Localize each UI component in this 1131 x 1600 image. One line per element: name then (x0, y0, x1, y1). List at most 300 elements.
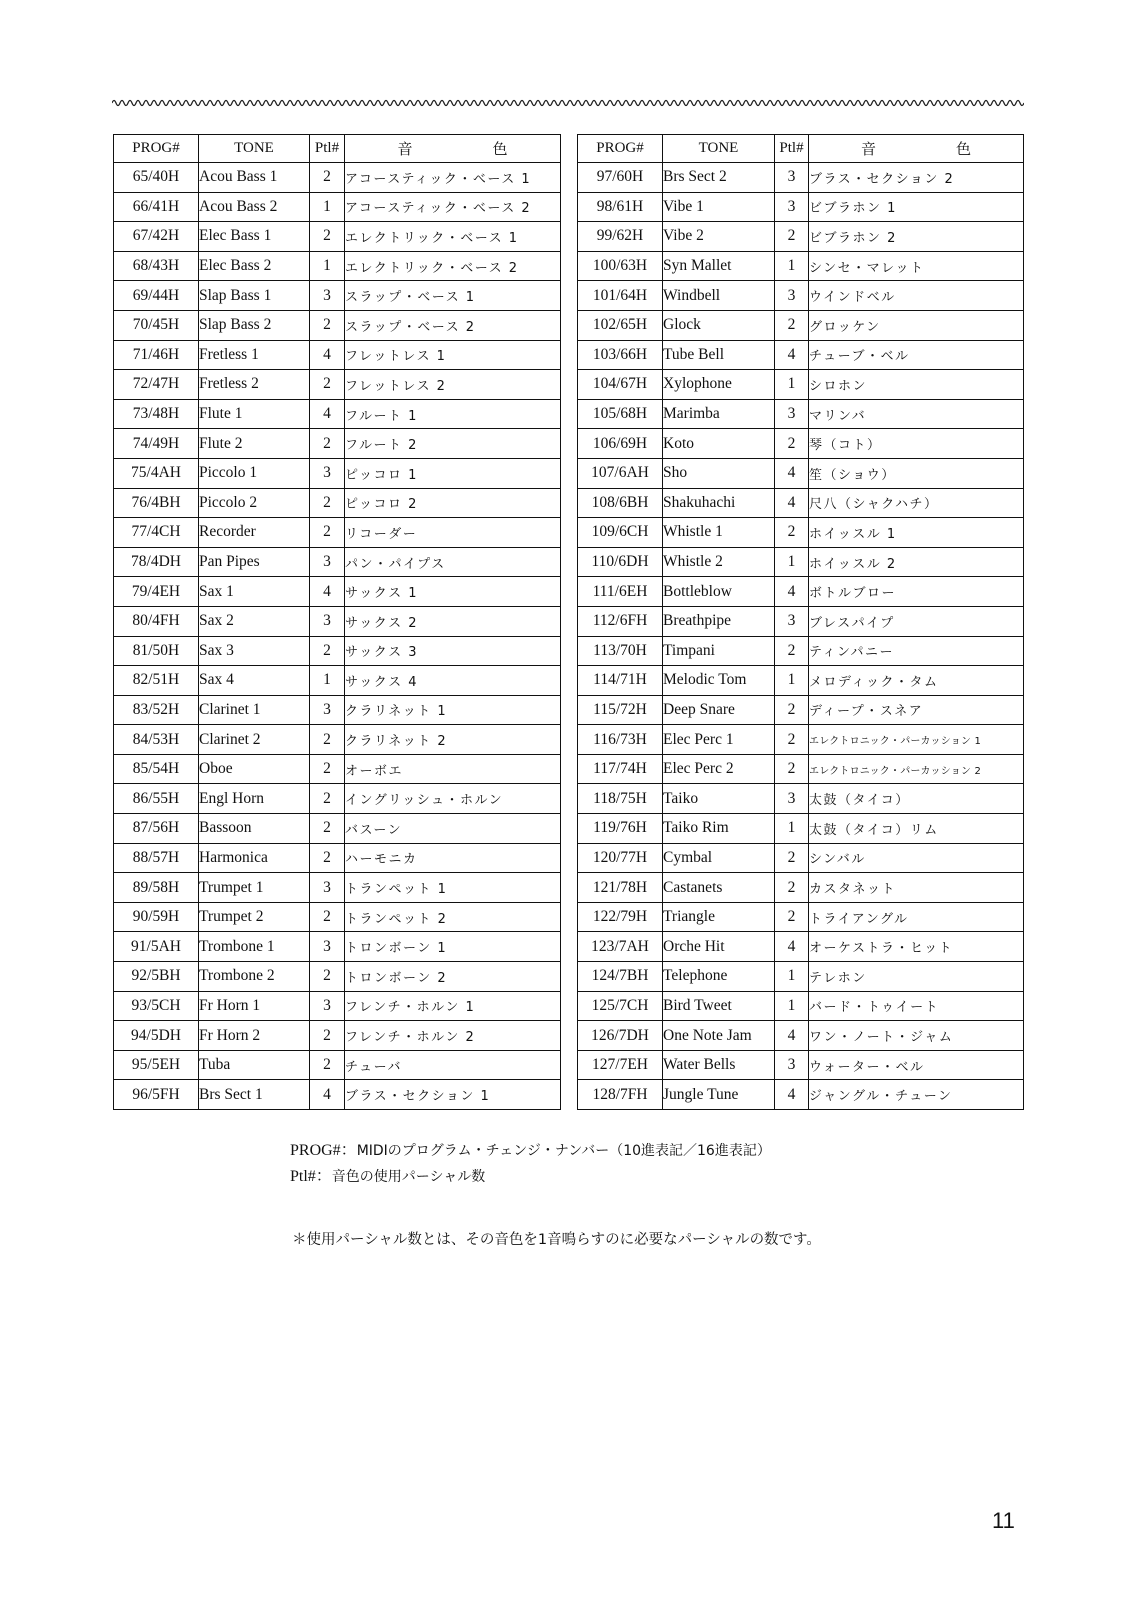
tone-name-cell: Fr Horn 1 (199, 991, 310, 1021)
tone-name-cell: Trombone 2 (199, 962, 310, 992)
table-row (114, 281, 561, 311)
prog-cell: 118/75H (578, 784, 663, 814)
header-onshoku-char1: 音 (397, 142, 413, 158)
prog-cell: 86/55H (114, 784, 199, 814)
header-onshoku (345, 135, 561, 163)
tone-name-cell: Xylophone (663, 370, 775, 400)
tone-name-cell: Sho (663, 458, 775, 488)
tone-name-cell: Trumpet 2 (199, 902, 310, 932)
tone-japanese-cell: ピッコロ 1 (345, 458, 561, 488)
prog-cell: 125/7CH (578, 991, 663, 1021)
prog-cell: 117/74H (578, 754, 663, 784)
prog-cell: 113/70H (578, 636, 663, 666)
partial-count-cell: 2 (310, 962, 345, 992)
prog-cell: 79/4EH (114, 577, 199, 607)
footnote: ＊使用パーシャル数とは、その音色を1音鳴らすのに必要なパーシャルの数です。 (292, 1232, 821, 1248)
partial-count-cell: 2 (775, 636, 809, 666)
partial-count-cell: 4 (775, 932, 809, 962)
tone-name-cell: Water Bells (663, 1050, 775, 1080)
tone-name-cell: Acou Bass 2 (199, 192, 310, 222)
tone-name-cell: Piccolo 1 (199, 458, 310, 488)
table-row (578, 163, 1024, 193)
tone-name-cell: Fr Horn 2 (199, 1021, 310, 1051)
tone-japanese-cell: ピッコロ 2 (345, 488, 561, 518)
partial-count-cell: 3 (310, 547, 345, 577)
tone-name-cell: Elec Perc 2 (663, 754, 775, 784)
tone-japanese-cell: テレホン (809, 962, 1024, 992)
note-ptl-text: 音色の使用パーシャル数 (331, 1169, 486, 1185)
table-row (114, 991, 561, 1021)
table-row (578, 340, 1024, 370)
prog-cell: 74/49H (114, 429, 199, 459)
partial-count-cell: 1 (775, 251, 809, 281)
partial-count-cell: 2 (310, 902, 345, 932)
tone-name-cell: Koto (663, 429, 775, 459)
tone-name-cell: Brs Sect 2 (663, 163, 775, 193)
partial-count-cell: 4 (775, 488, 809, 518)
partial-count-cell: 3 (775, 784, 809, 814)
tone-name-cell: Sax 4 (199, 666, 310, 696)
prog-cell: 104/67H (578, 370, 663, 400)
partial-count-cell: 3 (775, 1050, 809, 1080)
partial-count-cell: 3 (310, 695, 345, 725)
partial-count-cell: 2 (310, 843, 345, 873)
tone-japanese-cell: フレットレス 1 (345, 340, 561, 370)
partial-count-cell: 4 (775, 1021, 809, 1051)
partial-count-cell: 4 (310, 577, 345, 607)
table-row (578, 695, 1024, 725)
tone-name-cell: Engl Horn (199, 784, 310, 814)
prog-cell: 66/41H (114, 192, 199, 222)
partial-count-cell: 1 (775, 991, 809, 1021)
tone-name-cell: Clarinet 2 (199, 725, 310, 755)
table-row (578, 429, 1024, 459)
legend-notes (290, 1138, 771, 1190)
tone-name-cell: Tuba (199, 1050, 310, 1080)
table-row (114, 222, 561, 252)
table-row (114, 340, 561, 370)
tone-name-cell: Sax 2 (199, 606, 310, 636)
tone-name-cell: Elec Bass 2 (199, 251, 310, 281)
tone-japanese-cell: サックス 2 (345, 606, 561, 636)
page-number: 11 (992, 1508, 1015, 1533)
prog-cell: 75/4AH (114, 458, 199, 488)
tone-name-cell: Sax 3 (199, 636, 310, 666)
tone-name-cell: Bassoon (199, 814, 310, 844)
tone-name-cell: Triangle (663, 902, 775, 932)
partial-count-cell: 3 (310, 281, 345, 311)
note-ptl-label: Ptl#： (290, 1168, 332, 1185)
tone-name-cell: Whistle 2 (663, 547, 775, 577)
tone-japanese-cell: イングリッシュ・ホルン (345, 784, 561, 814)
partial-count-cell: 2 (775, 695, 809, 725)
partial-count-cell: 2 (775, 843, 809, 873)
prog-cell: 123/7AH (578, 932, 663, 962)
partial-count-cell: 2 (310, 784, 345, 814)
table-row (578, 458, 1024, 488)
tone-name-cell: Slap Bass 1 (199, 281, 310, 311)
wavy-rule (112, 96, 1024, 110)
table-row (114, 458, 561, 488)
prog-cell: 92/5BH (114, 962, 199, 992)
tone-name-cell: Brs Sect 1 (199, 1080, 310, 1110)
header-onshoku (809, 135, 1024, 163)
table-row (578, 991, 1024, 1021)
tone-name-cell: Timpani (663, 636, 775, 666)
table-header-row (114, 135, 561, 163)
tone-name-cell: Deep Snare (663, 695, 775, 725)
prog-cell: 78/4DH (114, 547, 199, 577)
tone-japanese-cell: エレクトロニック・パーカッション 1 (809, 725, 1024, 755)
tone-japanese-cell: メロディック・タム (809, 666, 1024, 696)
table-row (578, 251, 1024, 281)
partial-count-cell: 3 (310, 932, 345, 962)
tone-japanese-cell: バード・トゥイート (809, 991, 1024, 1021)
prog-cell: 67/42H (114, 222, 199, 252)
prog-cell: 80/4FH (114, 606, 199, 636)
prog-cell: 103/66H (578, 340, 663, 370)
tone-japanese-cell: 琴（コト） (809, 429, 1024, 459)
table-row (114, 932, 561, 962)
partial-count-cell: 2 (775, 429, 809, 459)
tone-name-cell: Taiko Rim (663, 814, 775, 844)
prog-cell: 71/46H (114, 340, 199, 370)
table-row (114, 784, 561, 814)
tone-table-left (113, 134, 561, 1110)
tone-name-cell: Acou Bass 1 (199, 163, 310, 193)
partial-count-cell: 4 (775, 1080, 809, 1110)
partial-count-cell: 2 (775, 725, 809, 755)
prog-cell: 100/63H (578, 251, 663, 281)
partial-count-cell: 1 (775, 666, 809, 696)
prog-cell: 95/5EH (114, 1050, 199, 1080)
tone-japanese-cell: ブラス・セクション 1 (345, 1080, 561, 1110)
tone-japanese-cell: トロンボーン 1 (345, 932, 561, 962)
partial-count-cell: 2 (775, 222, 809, 252)
tone-name-cell: Tube Bell (663, 340, 775, 370)
prog-cell: 106/69H (578, 429, 663, 459)
tone-name-cell: Slap Bass 2 (199, 310, 310, 340)
header-onshoku-char1: 音 (860, 142, 876, 158)
tone-japanese-cell: オーケストラ・ヒット (809, 932, 1024, 962)
prog-cell: 112/6FH (578, 606, 663, 636)
header-prog: PROG# (114, 135, 199, 163)
tone-japanese-cell: トロンボーン 2 (345, 962, 561, 992)
table-row (578, 1080, 1024, 1110)
tone-name-cell: Fretless 2 (199, 370, 310, 400)
prog-cell: 102/65H (578, 310, 663, 340)
header-ptl: Ptl# (775, 135, 809, 163)
prog-cell: 120/77H (578, 843, 663, 873)
table-row (114, 577, 561, 607)
partial-count-cell: 2 (310, 1050, 345, 1080)
prog-cell: 87/56H (114, 814, 199, 844)
prog-cell: 121/78H (578, 873, 663, 903)
partial-count-cell: 2 (310, 1021, 345, 1051)
partial-count-cell: 4 (775, 577, 809, 607)
tone-japanese-cell: トランペット 1 (345, 873, 561, 903)
prog-cell: 72/47H (114, 370, 199, 400)
table-row (114, 725, 561, 755)
prog-cell: 93/5CH (114, 991, 199, 1021)
prog-cell: 116/73H (578, 725, 663, 755)
table-row (578, 518, 1024, 548)
tone-japanese-cell: シンバル (809, 843, 1024, 873)
table-row (578, 547, 1024, 577)
tone-japanese-cell: シロホン (809, 370, 1024, 400)
table-row (114, 754, 561, 784)
note-prog-text: MIDIのプログラム・チェンジ・ナンバー（10進表記／16進表記） (356, 1143, 771, 1159)
tone-name-cell: Taiko (663, 784, 775, 814)
table-row (578, 370, 1024, 400)
table-row (578, 902, 1024, 932)
prog-cell: 76/4BH (114, 488, 199, 518)
tone-name-cell: Shakuhachi (663, 488, 775, 518)
tone-japanese-cell: フレンチ・ホルン 2 (345, 1021, 561, 1051)
table-row (578, 873, 1024, 903)
tone-name-cell: Pan Pipes (199, 547, 310, 577)
tone-name-cell: Sax 1 (199, 577, 310, 607)
prog-cell: 115/72H (578, 695, 663, 725)
table-row (578, 222, 1024, 252)
table-row (578, 666, 1024, 696)
partial-count-cell: 3 (775, 399, 809, 429)
partial-count-cell: 2 (775, 754, 809, 784)
prog-cell: 97/60H (578, 163, 663, 193)
partial-count-cell: 3 (310, 458, 345, 488)
partial-count-cell: 2 (310, 725, 345, 755)
tone-name-cell: Jungle Tune (663, 1080, 775, 1110)
tone-japanese-cell: ホイッスル 1 (809, 518, 1024, 548)
tone-name-cell: Syn Mallet (663, 251, 775, 281)
tone-japanese-cell: アコースティック・ベース 2 (345, 192, 561, 222)
table-row (578, 488, 1024, 518)
tone-japanese-cell: アコースティック・ベース 1 (345, 163, 561, 193)
partial-count-cell: 2 (310, 518, 345, 548)
prog-cell: 101/64H (578, 281, 663, 311)
partial-count-cell: 4 (775, 340, 809, 370)
tone-japanese-cell: パン・パイプス (345, 547, 561, 577)
prog-cell: 105/68H (578, 399, 663, 429)
tone-japanese-cell: サックス 3 (345, 636, 561, 666)
prog-cell: 65/40H (114, 163, 199, 193)
partial-count-cell: 2 (310, 754, 345, 784)
table-row (114, 547, 561, 577)
tone-japanese-cell: エレクトリック・ベース 1 (345, 222, 561, 252)
table-row (578, 1050, 1024, 1080)
tone-japanese-cell: ブラス・セクション 2 (809, 163, 1024, 193)
prog-cell: 107/6AH (578, 458, 663, 488)
tone-name-cell: Flute 1 (199, 399, 310, 429)
tone-name-cell: Castanets (663, 873, 775, 903)
tone-japanese-cell: ブレスパイプ (809, 606, 1024, 636)
prog-cell: 90/59H (114, 902, 199, 932)
table-row (578, 606, 1024, 636)
prog-cell: 91/5AH (114, 932, 199, 962)
partial-count-cell: 3 (775, 163, 809, 193)
prog-cell: 84/53H (114, 725, 199, 755)
table-row (114, 666, 561, 696)
table-row (578, 962, 1024, 992)
table-row (114, 1080, 561, 1110)
prog-cell: 114/71H (578, 666, 663, 696)
header-prog: PROG# (578, 135, 663, 163)
partial-count-cell: 4 (310, 340, 345, 370)
partial-count-cell: 4 (310, 399, 345, 429)
prog-cell: 89/58H (114, 873, 199, 903)
partial-count-cell: 2 (310, 310, 345, 340)
prog-cell: 70/45H (114, 310, 199, 340)
partial-count-cell: 3 (775, 192, 809, 222)
tone-japanese-cell: シンセ・マレット (809, 251, 1024, 281)
tone-name-cell: Trombone 1 (199, 932, 310, 962)
tone-name-cell: Vibe 2 (663, 222, 775, 252)
table-row (114, 251, 561, 281)
header-tone: TONE (663, 135, 775, 163)
prog-cell: 88/57H (114, 843, 199, 873)
tone-name-cell: Marimba (663, 399, 775, 429)
tone-japanese-cell: 太鼓（タイコ）リム (809, 814, 1024, 844)
table-row (114, 636, 561, 666)
table-row (578, 754, 1024, 784)
tone-name-cell: Elec Bass 1 (199, 222, 310, 252)
partial-count-cell: 3 (775, 606, 809, 636)
partial-count-cell: 4 (310, 1080, 345, 1110)
prog-cell: 81/50H (114, 636, 199, 666)
table-row (114, 310, 561, 340)
partial-count-cell: 1 (310, 192, 345, 222)
partial-count-cell: 2 (310, 222, 345, 252)
tone-japanese-cell: バスーン (345, 814, 561, 844)
header-onshoku-char2: 色 (492, 142, 508, 158)
tone-japanese-cell: エレクトロニック・パーカッション 2 (809, 754, 1024, 784)
tone-japanese-cell: スラップ・ベース 2 (345, 310, 561, 340)
table-row (114, 606, 561, 636)
tone-japanese-cell: 太鼓（タイコ） (809, 784, 1024, 814)
partial-count-cell: 3 (310, 873, 345, 903)
prog-cell: 128/7FH (578, 1080, 663, 1110)
table-row (114, 488, 561, 518)
tone-japanese-cell: フルート 1 (345, 399, 561, 429)
table-row (114, 962, 561, 992)
tone-japanese-cell: グロッケン (809, 310, 1024, 340)
tone-japanese-cell: エレクトリック・ベース 2 (345, 251, 561, 281)
partial-count-cell: 2 (310, 636, 345, 666)
tone-japanese-cell: サックス 1 (345, 577, 561, 607)
table-row (114, 843, 561, 873)
tone-japanese-cell: マリンバ (809, 399, 1024, 429)
prog-cell: 85/54H (114, 754, 199, 784)
table-row (114, 370, 561, 400)
table-row (114, 429, 561, 459)
tone-name-cell: Recorder (199, 518, 310, 548)
partial-count-cell: 2 (775, 518, 809, 548)
note-ptl (290, 1164, 771, 1190)
header-onshoku-char2: 色 (956, 142, 972, 158)
table-row (578, 932, 1024, 962)
tone-name-cell: Fretless 1 (199, 340, 310, 370)
table-row (114, 814, 561, 844)
tone-name-cell: Vibe 1 (663, 192, 775, 222)
tone-japanese-cell: オーボエ (345, 754, 561, 784)
tone-japanese-cell: 尺八（シャクハチ） (809, 488, 1024, 518)
table-row (114, 192, 561, 222)
tone-name-cell: One Note Jam (663, 1021, 775, 1051)
partial-count-cell: 1 (775, 814, 809, 844)
tone-japanese-cell: クラリネット 2 (345, 725, 561, 755)
tone-japanese-cell: フルート 2 (345, 429, 561, 459)
partial-count-cell: 3 (310, 991, 345, 1021)
table-row (578, 814, 1024, 844)
note-prog-label: PROG#： (290, 1142, 357, 1159)
partial-count-cell: 3 (310, 606, 345, 636)
partial-count-cell: 1 (775, 547, 809, 577)
tone-japanese-cell: フレットレス 2 (345, 370, 561, 400)
table-row (114, 1021, 561, 1051)
tone-name-cell: Breathpipe (663, 606, 775, 636)
table-row (578, 399, 1024, 429)
tone-japanese-cell: カスタネット (809, 873, 1024, 903)
tone-japanese-cell: ビブラホン 1 (809, 192, 1024, 222)
partial-count-cell: 2 (775, 310, 809, 340)
tone-name-cell: Glock (663, 310, 775, 340)
tone-japanese-cell: ビブラホン 2 (809, 222, 1024, 252)
tone-name-cell: Whistle 1 (663, 518, 775, 548)
prog-cell: 126/7DH (578, 1021, 663, 1051)
table-row (114, 902, 561, 932)
table-header-row (578, 135, 1024, 163)
tone-name-cell: Harmonica (199, 843, 310, 873)
tone-name-cell: Bottleblow (663, 577, 775, 607)
tone-name-cell: Oboe (199, 754, 310, 784)
partial-count-cell: 1 (775, 962, 809, 992)
partial-count-cell: 2 (775, 873, 809, 903)
table-row (578, 1021, 1024, 1051)
partial-count-cell: 2 (310, 488, 345, 518)
table-row (114, 163, 561, 193)
prog-cell: 94/5DH (114, 1021, 199, 1051)
prog-cell: 82/51H (114, 666, 199, 696)
partial-count-cell: 1 (775, 370, 809, 400)
tone-japanese-cell: ボトルブロー (809, 577, 1024, 607)
tone-table-right (577, 134, 1024, 1110)
tone-name-cell: Elec Perc 1 (663, 725, 775, 755)
prog-cell: 109/6CH (578, 518, 663, 548)
tone-name-cell: Piccolo 2 (199, 488, 310, 518)
tone-name-cell: Trumpet 1 (199, 873, 310, 903)
partial-count-cell: 2 (775, 902, 809, 932)
tone-japanese-cell: ウインドベル (809, 281, 1024, 311)
header-tone: TONE (199, 135, 310, 163)
prog-cell: 73/48H (114, 399, 199, 429)
tone-japanese-cell: ティンパニー (809, 636, 1024, 666)
tone-japanese-cell: ホイッスル 2 (809, 547, 1024, 577)
partial-count-cell: 2 (310, 429, 345, 459)
prog-cell: 119/76H (578, 814, 663, 844)
tone-name-cell: Cymbal (663, 843, 775, 873)
partial-count-cell: 2 (310, 163, 345, 193)
tone-name-cell: Melodic Tom (663, 666, 775, 696)
tone-japanese-cell: ウォーター・ベル (809, 1050, 1024, 1080)
tone-name-cell: Flute 2 (199, 429, 310, 459)
tone-name-cell: Bird Tweet (663, 991, 775, 1021)
prog-cell: 127/7EH (578, 1050, 663, 1080)
tone-japanese-cell: チューブ・ベル (809, 340, 1024, 370)
table-row (114, 518, 561, 548)
prog-cell: 96/5FH (114, 1080, 199, 1110)
partial-count-cell: 2 (310, 370, 345, 400)
prog-cell: 124/7BH (578, 962, 663, 992)
